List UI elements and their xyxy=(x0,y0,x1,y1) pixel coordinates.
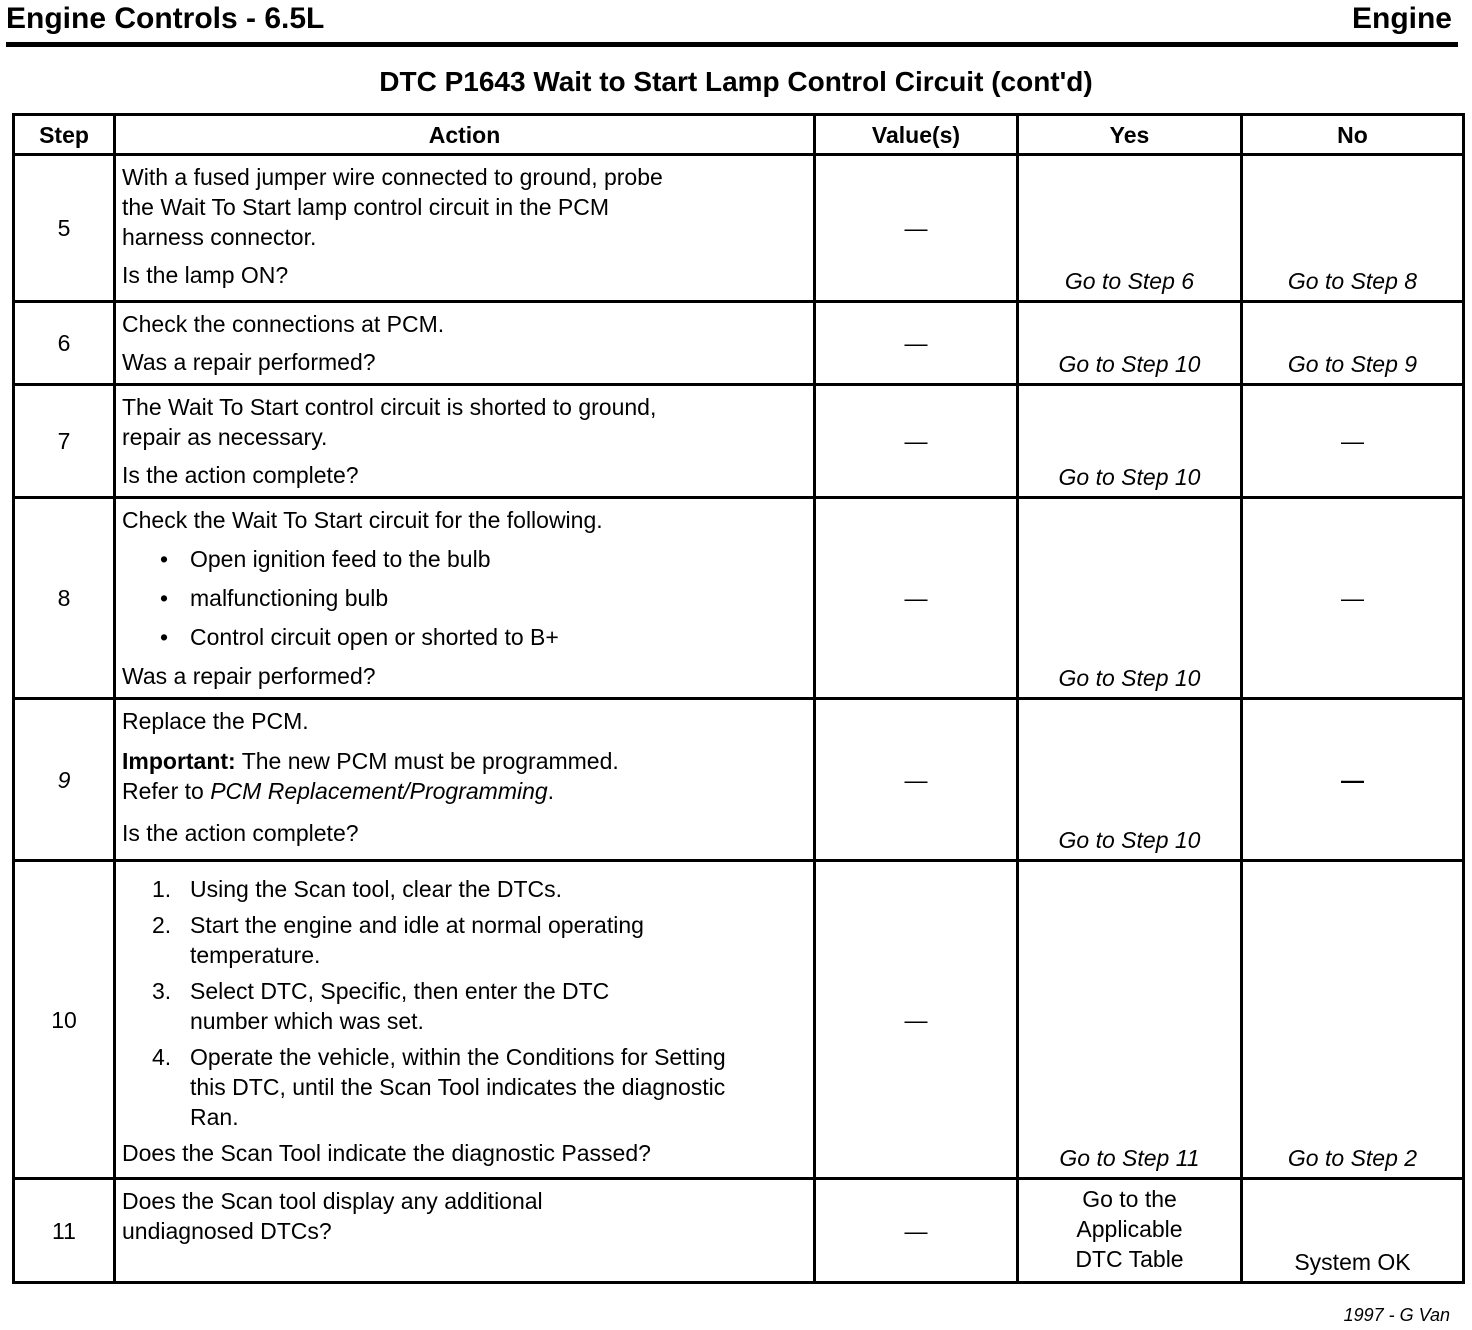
value-cell: — xyxy=(815,861,1018,1179)
chapter-title: Engine xyxy=(1351,2,1452,35)
value-cell: — xyxy=(815,302,1018,385)
action-cell xyxy=(115,385,815,498)
reference-link[interactable]: PCM Replacement/Programming xyxy=(210,778,548,804)
numbered-item: 1. Using the Scan tool, clear the DTCs. xyxy=(152,876,562,902)
step-number: 5 xyxy=(14,155,115,302)
page-footer: 1997 - G Van xyxy=(1343,1305,1450,1325)
refer-line: Refer to PCM Replacement/Programming. xyxy=(122,778,555,804)
action-question: Was a repair performed? xyxy=(122,663,376,689)
action-line: repair as necessary. xyxy=(122,424,328,450)
action-question: Was a repair performed? xyxy=(122,349,376,375)
table-row xyxy=(14,1179,1464,1283)
numbered-item: 4. Operate the vehicle, within the Conditions for Setting this DTC, until the Scan Tool indicates the diagnostic Ran. xyxy=(152,1044,726,1130)
yes-cell xyxy=(1018,155,1242,302)
yes-result: Go to Step 10 xyxy=(1058,827,1201,853)
numbered-item: 3. Select DTC, Specific, then enter the DTC number which was set. xyxy=(152,978,610,1034)
action-line: The Wait To Start control circuit is shorted to ground, xyxy=(122,394,657,420)
no-result: Go to Step 9 xyxy=(1287,351,1418,377)
value-cell: — xyxy=(815,699,1018,861)
col-values-header: Value(s) xyxy=(815,115,1018,155)
bullet-dot-icon: • xyxy=(160,546,169,572)
value-cell: — xyxy=(815,1179,1018,1283)
no-result: Go to Step 2 xyxy=(1287,1145,1418,1171)
yes-result-line: Applicable xyxy=(1076,1215,1183,1242)
step-number: 11 xyxy=(14,1179,115,1283)
table-row xyxy=(14,385,1464,498)
col-no-header: No xyxy=(1242,115,1464,155)
no-result: System OK xyxy=(1294,1249,1411,1275)
yes-result: Go to Step 10 xyxy=(1058,464,1201,490)
action-line: Does the Scan tool display any additional xyxy=(122,1188,543,1214)
no-cell xyxy=(1242,302,1464,385)
bullet-item: • malfunctioning bulb xyxy=(160,585,389,611)
action-question: Is the lamp ON? xyxy=(122,262,289,288)
yes-result-line: DTC Table xyxy=(1075,1245,1184,1272)
bullet-dot-icon: • xyxy=(160,624,169,650)
step-number: 8 xyxy=(14,498,115,699)
action-line: harness connector. xyxy=(122,224,317,250)
action-line: Check the connections at PCM. xyxy=(122,311,445,337)
no-cell: — xyxy=(1242,699,1464,861)
section-title: Engine Controls - 6.5L xyxy=(6,2,325,35)
col-step-header: Step xyxy=(14,115,115,155)
numbered-item: 2. Start the engine and idle at normal operating temperature. xyxy=(152,912,644,968)
bullet-item: • Control circuit open or shorted to B+ xyxy=(160,624,559,650)
step-number: 9 xyxy=(14,699,115,861)
table-title: DTC P1643 Wait to Start Lamp Control Circuit (cont'd) xyxy=(379,66,1093,97)
table-row xyxy=(14,699,1464,861)
no-cell: — xyxy=(1242,385,1464,498)
table-row xyxy=(14,302,1464,385)
value-cell: — xyxy=(815,155,1018,302)
yes-cell xyxy=(1018,699,1242,861)
table-row xyxy=(14,861,1464,1179)
col-action-header: Action xyxy=(115,115,815,155)
no-cell xyxy=(1242,861,1464,1179)
bullet-item: • Open ignition feed to the bulb xyxy=(160,546,491,572)
action-question: Is the action complete? xyxy=(122,820,359,846)
diagnostic-table xyxy=(12,113,1465,1284)
action-line: the Wait To Start lamp control circuit in the PCM xyxy=(122,194,610,220)
step-number: 10 xyxy=(14,861,115,1179)
important-label: Important: xyxy=(122,748,236,774)
important-text: The new PCM must be programmed. xyxy=(235,748,619,774)
yes-result: Go to Step 6 xyxy=(1064,268,1195,294)
value-cell: — xyxy=(815,385,1018,498)
yes-cell xyxy=(1018,385,1242,498)
action-line: undiagnosed DTCs? xyxy=(122,1218,332,1244)
action-question: Is the action complete? xyxy=(122,462,359,488)
table-row xyxy=(14,498,1464,699)
yes-result: Go to Step 10 xyxy=(1058,665,1201,691)
no-result: Go to Step 8 xyxy=(1287,268,1418,294)
action-cell xyxy=(115,861,815,1179)
col-yes-header: Yes xyxy=(1018,115,1242,155)
action-cell xyxy=(115,498,815,699)
action-cell xyxy=(115,699,815,861)
action-line: Check the Wait To Start circuit for the following. xyxy=(122,507,603,533)
yes-result-line: Go to the xyxy=(1082,1185,1177,1212)
action-line: Replace the PCM. xyxy=(122,708,309,734)
no-cell xyxy=(1242,1179,1464,1283)
table-header-row xyxy=(14,115,1464,155)
bullet-dot-icon: • xyxy=(160,585,169,611)
step-number: 6 xyxy=(14,302,115,385)
yes-cell xyxy=(1018,498,1242,699)
action-cell xyxy=(115,155,815,302)
action-line: With a fused jumper wire connected to ground, probe xyxy=(122,164,663,190)
table-row xyxy=(14,155,1464,302)
action-question: Does the Scan Tool indicate the diagnostic Passed? xyxy=(122,1140,651,1166)
yes-cell xyxy=(1018,1179,1242,1283)
value-cell: — xyxy=(815,498,1018,699)
yes-cell xyxy=(1018,302,1242,385)
action-cell xyxy=(115,1179,815,1283)
header-rule xyxy=(6,42,1458,47)
yes-result: Go to Step 11 xyxy=(1059,1145,1200,1171)
yes-result: Go to Step 10 xyxy=(1058,351,1201,377)
yes-cell xyxy=(1018,861,1242,1179)
step-number: 7 xyxy=(14,385,115,498)
action-cell xyxy=(115,302,815,385)
no-cell: — xyxy=(1242,498,1464,699)
no-cell xyxy=(1242,155,1464,302)
important-note xyxy=(122,746,805,776)
